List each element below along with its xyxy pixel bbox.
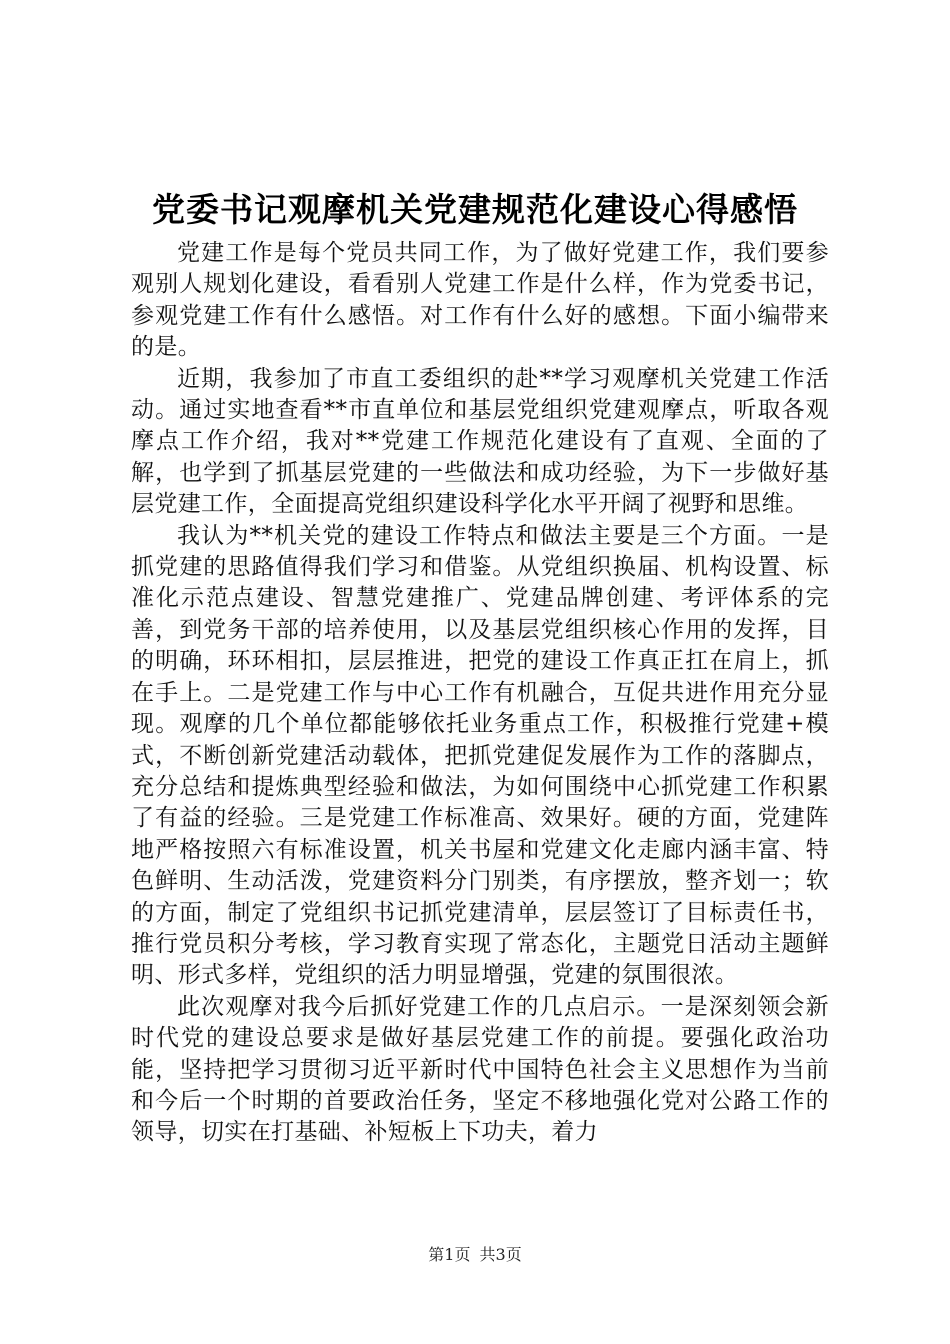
page-number: 第1页 [428,1245,471,1264]
paragraph-inspiration: 此次观摩对我今后抓好党建工作的几点启示。一是深刻领会新时代党的建设总要求是做好基层党建工作的前提。要强化政治功能，坚持把学习贯彻习近平新时代中国特色社会主义思想作为当前和今后一个时期的首要政治任务，坚定不移地强化党对公路工作的领导，切实在打基础、补短板上下功夫，着力 [131,993,829,1146]
page-total: 共3页 [479,1245,522,1264]
paragraph-intro: 党建工作是每个党员共同工作，为了做好党建工作，我们要参观别人规划化建设，看看别人党建工作是什么样，作为党委书记，参观党建工作有什么感悟。对工作有什么好的感想。下面小编带来的是。 [131,240,829,361]
page-footer [0,1244,950,1266]
paragraph-three-aspects: 我认为**机关党的建设工作特点和做法主要是三个方面。一是抓党建的思路值得我们学习和借鉴。从党组织换届、机构设置、标准化示范点建设、智慧党建推广、党建品牌创建、考评体系的完善，到党务干部的培养使用，以及基层党组织核心作用的发挥，目的明确，环环相扣，层层推进，把党的建设工作真正扛在肩上，抓在手上。二是党建工作与中心工作有机融合，互促共进作用充分显现。观摩的几个单位都能够依托业务重点工作，积极推行党建+模式，不断创新党建活动载体，把抓党建促发展作为工作的落脚点，充分总结和提炼典型经验和做法，为如何围绕中心抓党建工作积累了有益的经验。三是党建工作标准高、效果好。硬的方面，党建阵地严格按照六有标准设置，机关书屋和党建文化走廊内涵丰富、特色鲜明、生动活泼，党建资料分门别类，有序摆放，整齐划一；软的方面，制定了党组织书记抓党建清单，层层签订了目标责任书，推行党员积分考核，学习教育实现了常态化，主题党日活动主题鲜明、形式多样，党组织的活力明显增强，党建的氛围很浓。 [131,522,829,989]
document-title: 党委书记观摩机关党建规范化建设心得感悟 [152,190,798,229]
document-body [131,238,829,1149]
paragraph-recent-visit: 近期，我参加了市直工委组织的赴**学习观摩机关党建工作活动。通过实地查看**市直单位和基层党组织党建观摩点，听取各观摩点工作介绍，我对**党建工作规范化建设有了直观、全面的了解，也学到了抓基层党建的一些做法和成功经验，为下一步做好基层党建工作，全面提高党组织建设科学化水平开阔了视野和思维。 [131,365,829,518]
